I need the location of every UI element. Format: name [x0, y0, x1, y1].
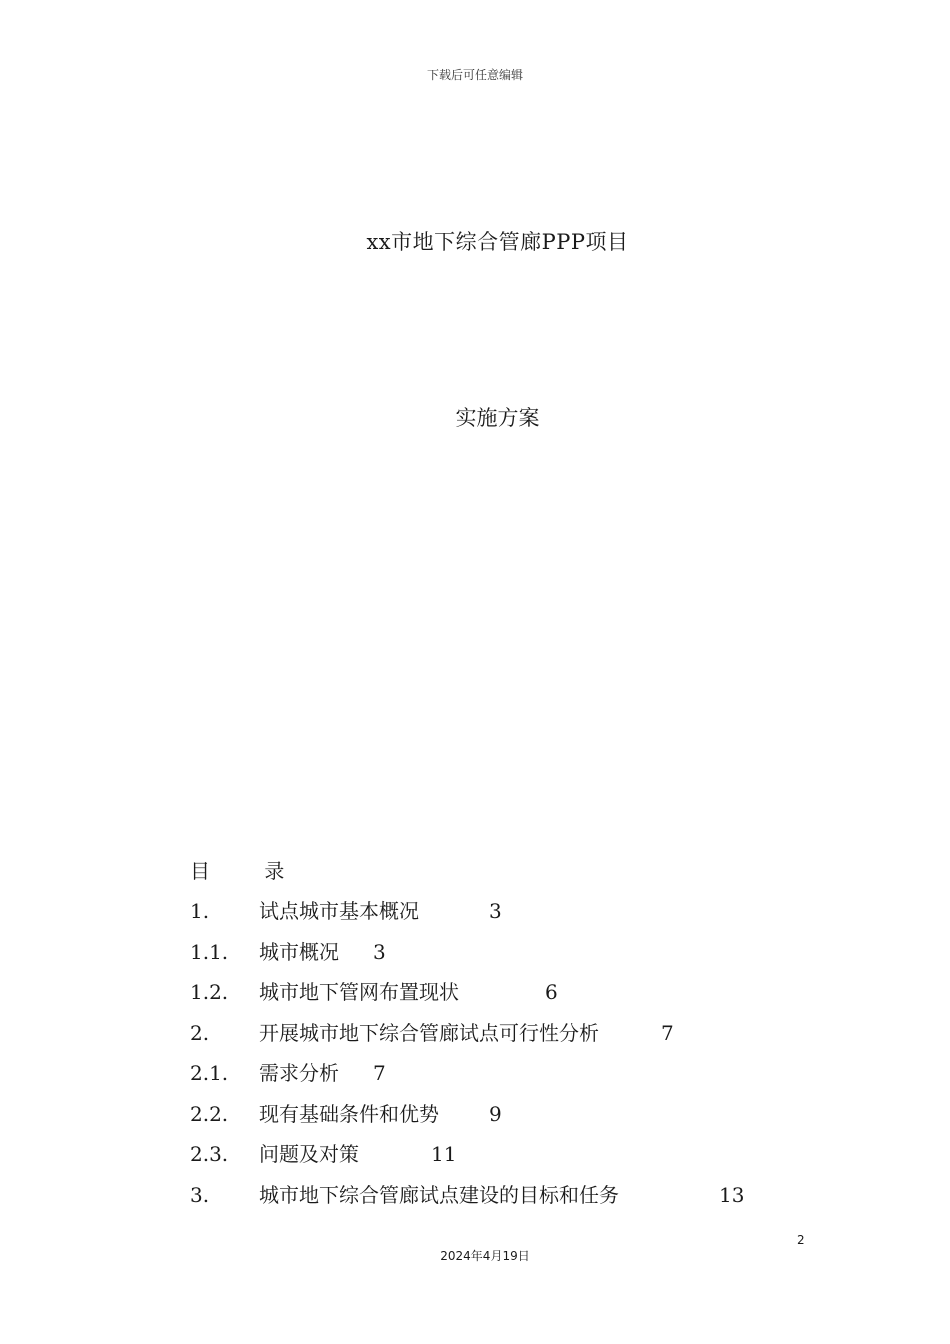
- toc-entry-page: 7: [661, 1020, 674, 1045]
- toc-entry-page: 7: [373, 1061, 386, 1085]
- toc-entry-number: 2.1.: [190, 1061, 229, 1085]
- toc-entry-title: 现有基础条件和优势: [259, 1101, 439, 1126]
- toc-heading: 目 录: [190, 859, 309, 883]
- toc-entry-number: 1.1.: [190, 939, 229, 964]
- toc-entry-number: 2.2.: [190, 1101, 229, 1126]
- toc-entry[interactable]: [190, 896, 810, 937]
- document-title: xx市地下综合管廊PPP项目: [366, 230, 629, 254]
- toc-entry-title: 开展城市地下综合管廊试点可行性分析: [259, 1020, 599, 1045]
- toc-entry[interactable]: [190, 1180, 810, 1221]
- toc-entry-page: 11: [431, 1142, 457, 1166]
- toc-entry-page: 13: [719, 1182, 745, 1207]
- toc-entry[interactable]: [190, 1099, 810, 1140]
- toc-entry-page: 3: [489, 899, 502, 923]
- toc-entry[interactable]: [190, 1018, 810, 1059]
- table-of-contents: [190, 856, 810, 1220]
- toc-entry-number: 2.3.: [190, 1142, 229, 1166]
- toc-entry-number: 2.: [190, 1020, 210, 1045]
- toc-entry-number: 1.2.: [190, 980, 229, 1004]
- document-subtitle: 实施方案: [455, 406, 540, 430]
- toc-entry[interactable]: [190, 1139, 810, 1180]
- toc-entry-title: 需求分析: [259, 1061, 339, 1085]
- toc-entry[interactable]: [190, 977, 810, 1018]
- toc-entry[interactable]: [190, 1058, 810, 1099]
- toc-entry-number: 1.: [190, 899, 210, 923]
- toc-entry-page: 3: [373, 939, 386, 964]
- header-note: 下载后可任意编辑: [426, 68, 523, 82]
- toc-entry-title: 城市地下管网布置现状: [259, 980, 459, 1004]
- toc-entry-title: 问题及对策: [259, 1142, 359, 1166]
- page-number: 2: [797, 1233, 805, 1247]
- toc-entry-number: 3.: [190, 1182, 210, 1207]
- toc-entry[interactable]: [190, 937, 810, 978]
- footer-date: 2024年4月19日: [440, 1249, 530, 1263]
- toc-entry-title: 城市地下综合管廊试点建设的目标和任务: [259, 1182, 619, 1207]
- toc-entry-title: 试点城市基本概况: [259, 899, 419, 923]
- toc-entry-title: 城市概况: [259, 939, 339, 964]
- toc-entry-page: 6: [545, 980, 558, 1004]
- toc-entry-page: 9: [489, 1101, 502, 1126]
